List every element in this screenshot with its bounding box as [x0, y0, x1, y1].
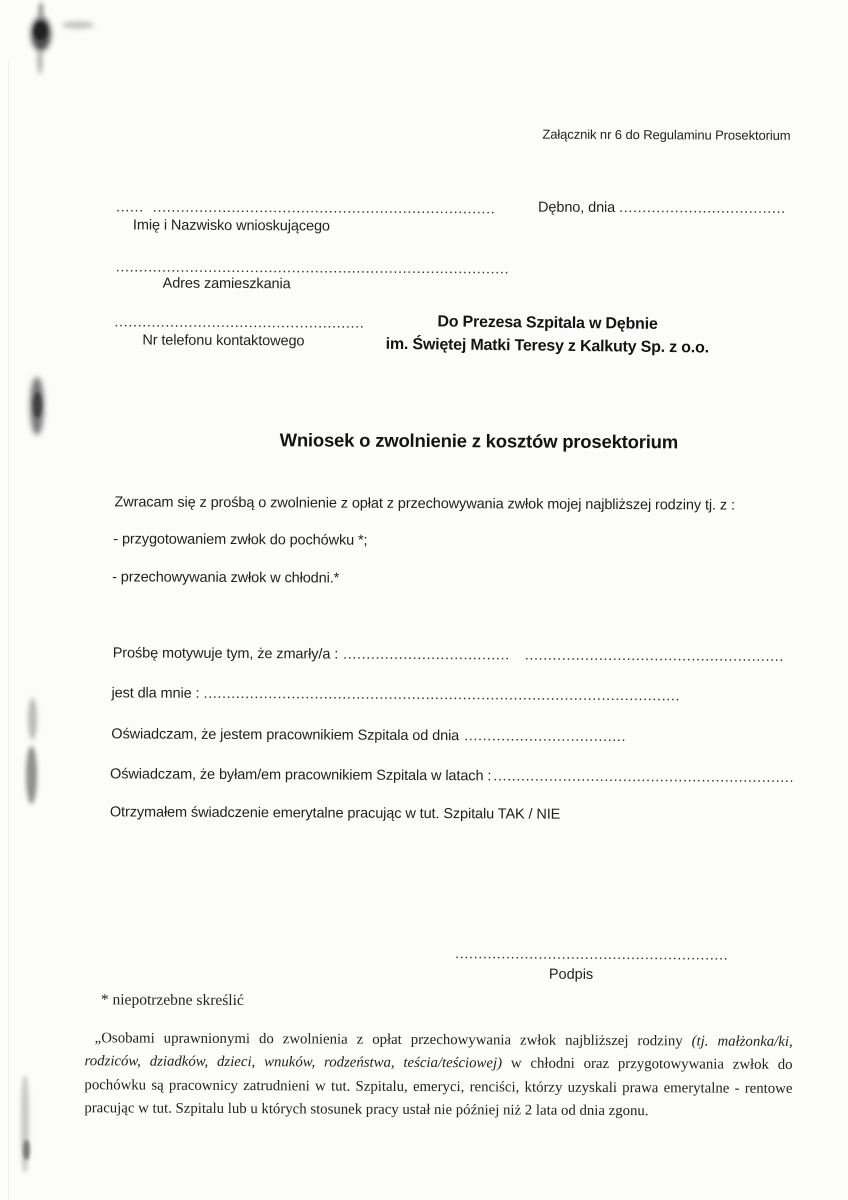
request-item-cold-storage: - przechowywania zwłok w chłodni.* — [112, 569, 340, 587]
addressee-line-1: Do Prezesa Szpitala w Dębnie — [437, 313, 658, 333]
applicant-name-blank — [116, 199, 495, 217]
dotted-segment: .................................... — [343, 646, 510, 664]
document-title: Wniosek o zwolnienie z kosztów prosektorium — [279, 429, 679, 453]
date-label: Dębno, dnia — [538, 199, 616, 216]
former-employment-statement-line — [110, 766, 794, 786]
signature-label: Podpis — [548, 966, 594, 983]
applicant-address-label: Adres zamieszkania — [162, 275, 291, 293]
dotted-segment: ....................................................................................................... — [203, 685, 681, 705]
dotted-segment: ...... — [116, 199, 144, 216]
legal-note-paragraph — [84, 1027, 792, 1124]
dotted-segment: ........................................................... — [455, 946, 729, 964]
employment-statement-label: Oświadczam, że jestem pracownikiem Szpitala od dnia — [111, 726, 460, 745]
dotted-segment: ..................................................................................... — [115, 259, 510, 278]
dotted-segment: ...................................................... — [114, 314, 365, 332]
relation-label: jest dla mnie : — [111, 685, 200, 702]
date-line — [538, 200, 786, 217]
dotted-segment: ........................................................ — [524, 647, 785, 665]
applicant-name-label: Imię i Nazwisko wnioskującego — [132, 217, 330, 235]
dotted-segment: .......................................................................... — [152, 199, 496, 218]
asterisk-footnote: * niepotrzebne skreślić — [100, 991, 244, 1010]
motive-label: Prośbę motywuje tym, że zmarły/a : — [112, 645, 339, 663]
date-dotted-blank: .................................... — [619, 200, 786, 217]
legal-note-close: w chłodni oraz przygotowywania zwłok do pochówku są pracownicy zatrudnieni w tut. Szpitalu, emeryci, renciści, którzy uzyskali prawa emerytalne - rentowe pracując w tut. Szpitalu lub u których stosunek pracy ustał nie później niż 2 lata od dnia zgonu. — [84, 1055, 793, 1120]
pension-statement-line: Otrzymałem świadczenie emerytalne pracując w tut. Szpitalu TAK / NIE — [109, 804, 561, 823]
legal-note-family-list: (tj. małżonka/ki, rodziców, dziadków, dzieci, wnuków, rodzeństwa, teścia/teściowej) — [84, 1033, 793, 1072]
employment-statement-line — [111, 726, 626, 745]
signature-blank — [455, 946, 728, 963]
relation-line — [111, 685, 680, 704]
addressee-block — [327, 309, 767, 360]
motive-line — [113, 645, 784, 665]
dotted-segment: ................................................................. — [493, 768, 795, 786]
dotted-segment: ................................... — [464, 728, 627, 746]
attachment-note: Załącznik nr 6 do Regulaminu Prosektorium — [542, 126, 791, 143]
addressee-line-2: im. Świętej Matki Teresy z Kalkuty Sp. z o.o. — [385, 335, 709, 357]
legal-note-open: „Osobami uprawnionymi do zwolnienia z opłat przechowywania zwłok najbliższej rodziny — [94, 1030, 692, 1050]
request-intro-text: Zwracam się z prośbą o zwolnienie z opłat z przechowywania zwłok mojej najbliższej rodziny tj. z : — [114, 494, 735, 514]
former-employment-statement-label: Oświadczam, że byłam/em pracownikiem Szpitala w latach : — [110, 766, 492, 785]
applicant-phone-label: Nr telefonu kontaktowego — [142, 332, 305, 350]
request-item-burial-preparation: - przygotowaniem zwłok do pochówku *; — [113, 531, 368, 549]
